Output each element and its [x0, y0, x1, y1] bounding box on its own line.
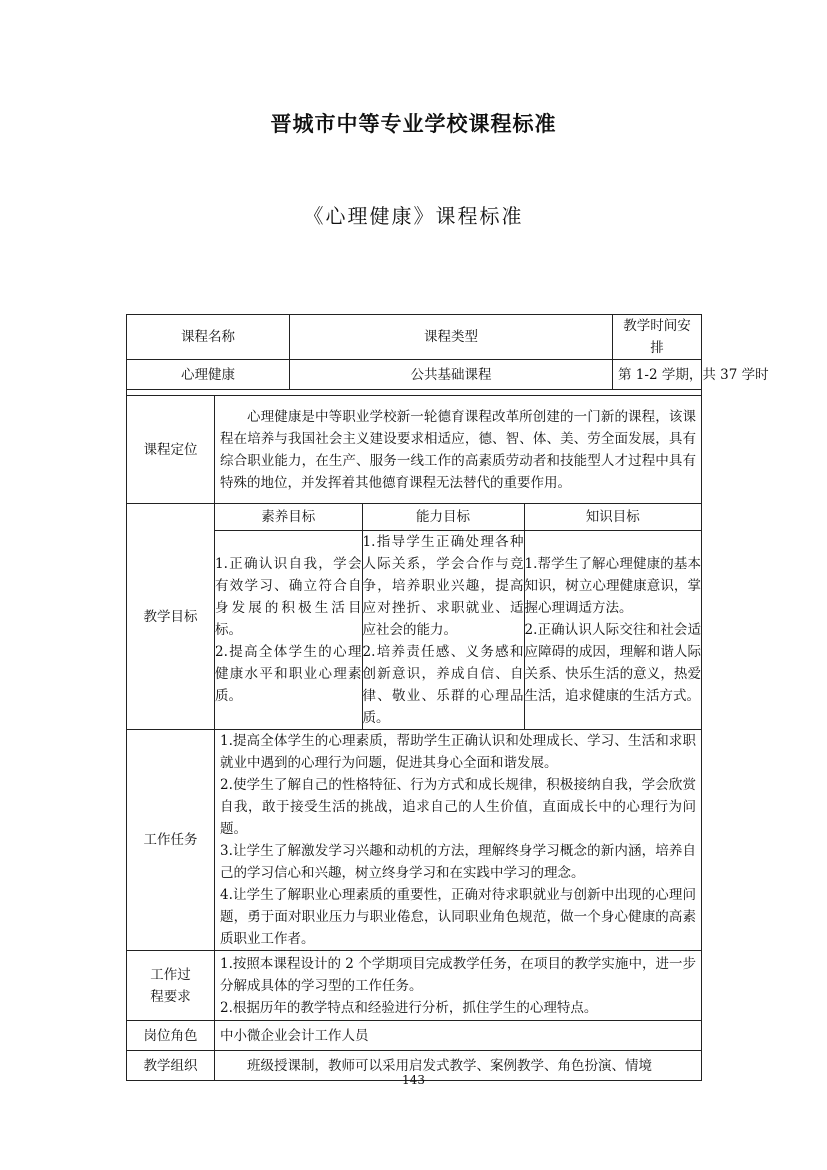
- tasks-text: [215, 730, 702, 951]
- goals-inner-table: [215, 504, 701, 729]
- process-text: [215, 951, 702, 1021]
- goal-header-literacy: 素养目标: [215, 504, 362, 531]
- goal-ability-cell: [362, 531, 524, 730]
- positioning-label: 课程定位: [127, 396, 215, 504]
- school-title: 晋城市中等专业学校课程标准: [270, 111, 557, 136]
- role-row: [127, 1021, 702, 1051]
- task-item: 3.让学生了解激发学习兴趣和动机的方法，理解终身学习概念的新内涵，培养自己的学习信心和兴趣，树立终身学习和在实践中学习的理念。: [220, 843, 696, 881]
- header-course-type: 课程类型: [290, 315, 613, 360]
- role-text: 中小微企业会计工作人员: [215, 1021, 702, 1051]
- goals-body-row: [215, 531, 701, 730]
- goal-knowledge-item: 1.帮学生了解心理健康的基本知识，树立心理健康意识，掌握心理调适方法。: [524, 556, 701, 616]
- process-row: [127, 951, 702, 1021]
- goal-header-knowledge: 知识目标: [524, 504, 701, 531]
- process-item: 2.根据历年的教学特点和经验进行分析，抓住学生的心理特点。: [220, 999, 598, 1016]
- organization-label: 教学组织: [127, 1051, 215, 1081]
- schedule-value: 第 1-2 学期，共 37 学时: [613, 360, 702, 390]
- header-course-name: 课程名称: [127, 315, 290, 360]
- course-title: 《心理健康》课程标准: [303, 204, 524, 228]
- course-standard-table: [126, 314, 769, 1081]
- goal-literacy-item: 2.提高全体学生的心理健康水平和职业心理素质。: [215, 644, 362, 704]
- task-item: 1.提高全体学生的心理素质，帮助学生正确认识和处理成长、学习、生活和求职就业中遇到的心理行为问题，促进其身心全面和谐发展。: [220, 733, 696, 771]
- goal-ability-item: 2.培养责任感、义务感和创新意识，养成自信、自律、敬业、乐群的心理品质。: [362, 644, 524, 726]
- course-type-value: 公共基础课程: [290, 360, 613, 390]
- process-label: 工作过程要求: [127, 951, 215, 1021]
- tasks-label: 工作任务: [127, 730, 215, 951]
- page-number: 143: [402, 1073, 425, 1087]
- goals-header-row: [215, 504, 701, 531]
- course-info-row: [127, 360, 702, 390]
- goal-header-ability: 能力目标: [362, 504, 524, 531]
- organization-text: 班级授课制，教师可以采用启发式教学、案例教学、角色扮演、情境: [215, 1051, 702, 1081]
- goals-label: 教学目标: [127, 504, 215, 730]
- goals-row: [127, 504, 702, 730]
- goal-knowledge-cell: [524, 531, 701, 730]
- role-label: 岗位角色: [127, 1021, 215, 1051]
- header-schedule: 教学时间安排: [613, 315, 702, 360]
- goal-literacy-item: 1.正确认识自我，学会有效学习、确立符合自身发展的积极生活目标。: [215, 556, 362, 638]
- goals-cell: [215, 504, 702, 730]
- task-item: 2.使学生了解自己的性格特征、行为方式和成长规律，积极接纳自我，学会欣赏自我，敢于接受生活的挑战，追求自己的人生价值，直面成长中的心理行为问题。: [220, 777, 696, 837]
- table-header-row: [127, 315, 702, 360]
- task-item: 4.让学生了解职业心理素质的重要性，正确对待求职就业与创新中出现的心理问题，勇于面对职业压力与职业倦怠，认同职业角色规范，做一个身心健康的高素质职业工作者。: [220, 887, 696, 947]
- positioning-row: [127, 396, 702, 504]
- course-name-value: 心理健康: [127, 360, 290, 390]
- process-item: 1.按照本课程设计的 2 个学期项目完成教学任务，在项目的教学实施中，进一步分解成具体的学习型的工作任务。: [220, 955, 696, 994]
- tasks-row: [127, 730, 702, 951]
- positioning-text: 心理健康是中等职业学校新一轮德育课程改革所创建的一门新的课程，该课程在培养与我国社会主义建设要求相适应，德、智、体、美、劳全面发展，具有综合职业能力，在生产、服务一线工作的高素质劳动者和技能型人才过程中具有特殊的地位，并发挥着其他德育课程无法替代的重要作用。: [215, 396, 702, 504]
- goal-literacy-cell: [215, 531, 362, 730]
- goal-ability-item: 1.指导学生正确处理各种人际关系，学会合作与竞争，培养职业兴趣，提高应对挫折、求职就业、适应社会的能力。: [362, 534, 524, 638]
- goal-knowledge-item: 2.正确认识人际交往和社会适应障碍的成因，理解和谐人际关系、快乐生活的意义，热爱生活，追求健康的生活方式。: [524, 622, 701, 704]
